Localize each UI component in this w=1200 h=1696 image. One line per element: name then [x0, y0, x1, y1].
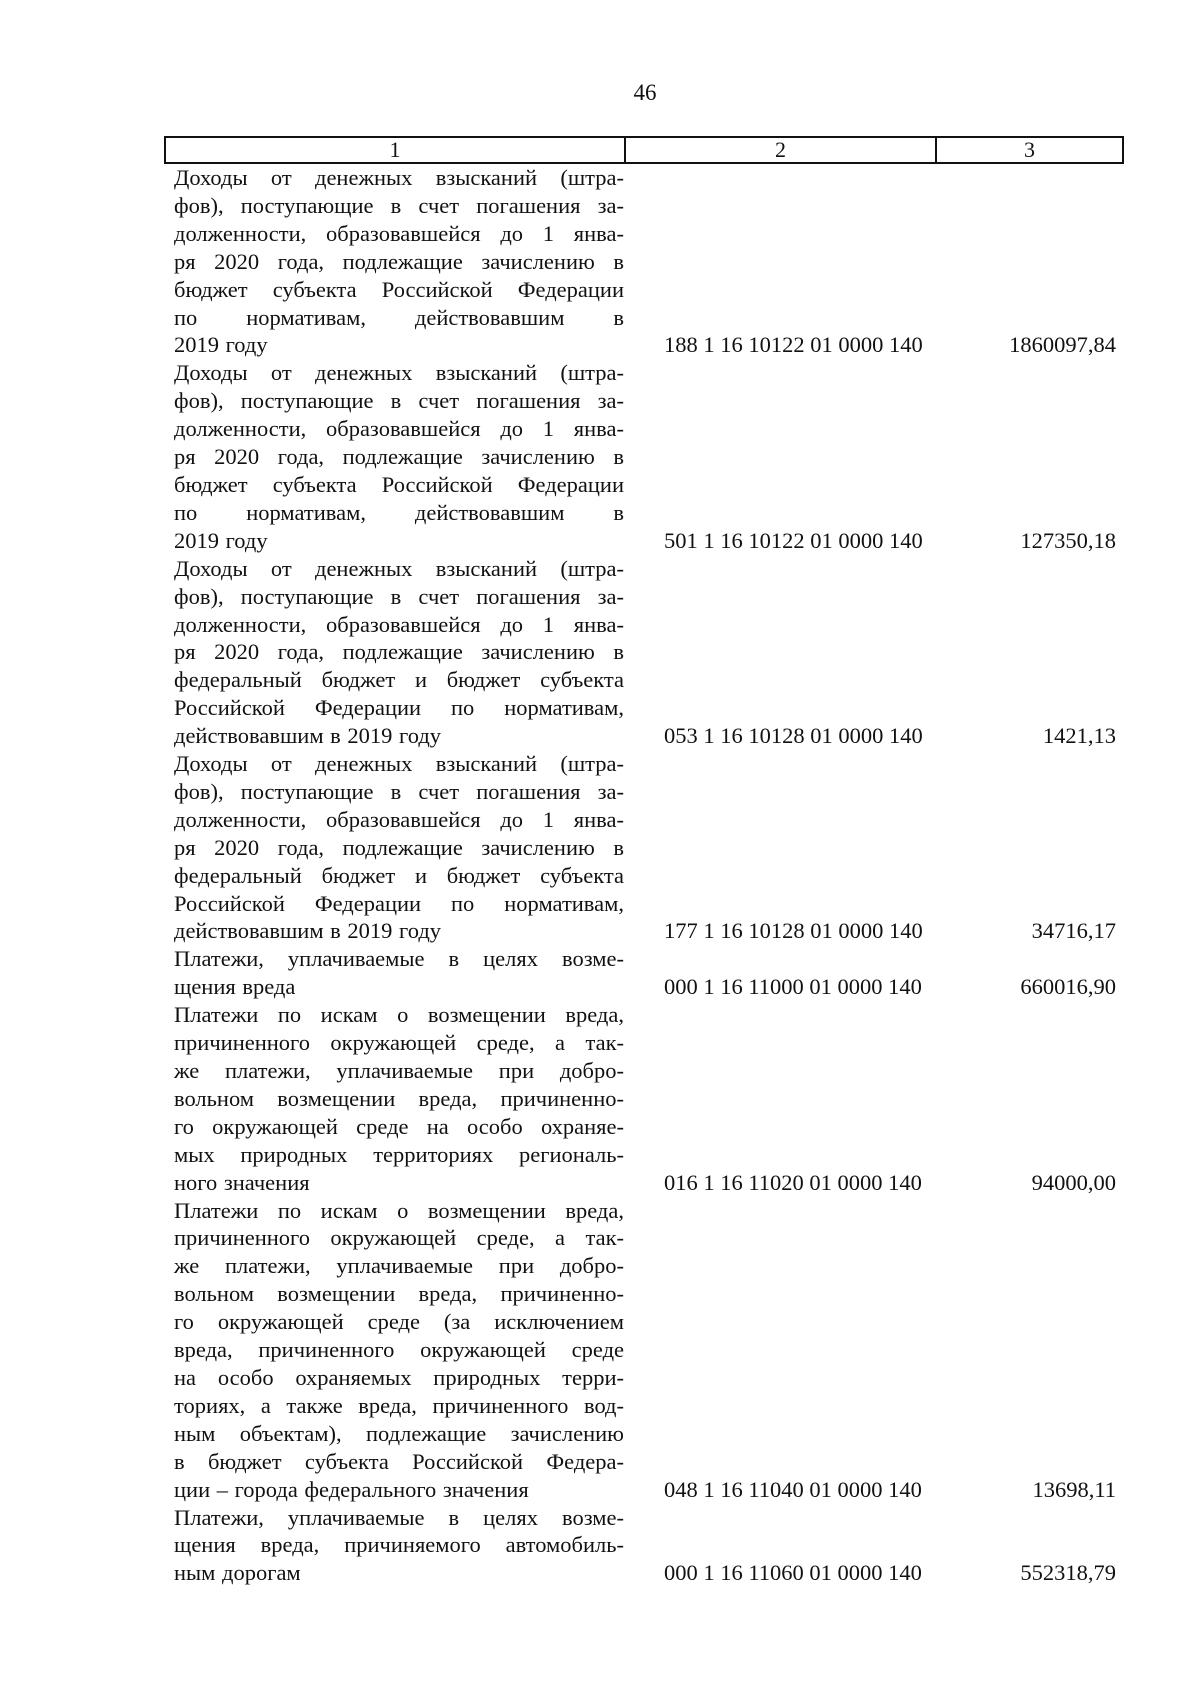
description-line: же платежи, уплачиваемые при добро-: [174, 1058, 624, 1083]
description-line: ториях, а также вреда, причиненного вод-: [174, 1392, 624, 1418]
row-amount: 660016,90: [1020, 974, 1116, 1000]
description-line: по нормативам, действовавшим в: [174, 304, 624, 330]
description-line: Российской Федерации по нормативам,: [174, 890, 624, 916]
row-amount: 552318,79: [1020, 1560, 1116, 1586]
description-line: действовавшим в 2019 году: [174, 723, 442, 749]
row-description: [164, 164, 624, 359]
description-line: бюджет субъекта Российской Федерации: [174, 471, 624, 497]
column-header-3: 3: [1024, 137, 1035, 162]
table-row: [164, 750, 1124, 945]
row-description: [164, 945, 624, 1001]
description-line: 2019 году: [174, 332, 268, 358]
description-line: действовавшим в 2019 году: [174, 918, 442, 944]
description-line: фов), поступающие в счет погашения за-: [174, 778, 624, 804]
description-line: долженности, образовавшейся до 1 янва-: [174, 806, 624, 832]
table-row: [164, 555, 1124, 750]
description-line: Российской Федерации по нормативам,: [174, 695, 624, 721]
description-line: Доходы от денежных взысканий (штра-: [174, 165, 624, 190]
description-line: Доходы от денежных взысканий (штра-: [174, 360, 624, 386]
row-description: [164, 1197, 624, 1504]
description-line: мых природных территориях региональ-: [174, 1141, 624, 1167]
table-row: [164, 945, 1124, 1001]
row-description: [164, 1001, 624, 1196]
description-line: федеральный бюджет и бюджет субъекта: [174, 667, 624, 693]
row-amount: 1421,13: [1042, 723, 1116, 749]
description-line: вольном возмещении вреда, причиненно-: [174, 1085, 624, 1111]
row-amount: 127350,18: [1020, 527, 1116, 553]
row-amount: 13698,11: [1032, 1476, 1116, 1502]
row-description: [164, 555, 624, 750]
description-line: ции – города федерального значения: [174, 1476, 529, 1502]
description-line: ря 2020 года, подлежащие зачислению в: [174, 834, 624, 860]
description-line: щения вреда, причиняемого автомобиль-: [174, 1532, 624, 1558]
row-description: [164, 1504, 624, 1588]
description-line: на особо охраняемых природных терри-: [174, 1364, 624, 1390]
revenue-table: [164, 136, 1124, 1587]
table-body: [164, 164, 1124, 1587]
row-budget-code: 188 1 16 10122 01 0000 140: [664, 332, 923, 358]
row-budget-code: 048 1 16 11040 01 0000 140: [664, 1476, 922, 1502]
description-line: Доходы от денежных взысканий (штра-: [174, 751, 624, 777]
column-header-2: 2: [626, 138, 937, 162]
description-line: ным дорогам: [174, 1560, 301, 1586]
description-line: ным объектам), подлежащие зачислению: [174, 1420, 624, 1446]
table-row: [164, 1001, 1124, 1196]
table-row: [164, 1504, 1124, 1588]
row-description: [164, 750, 624, 945]
row-amount: 34716,17: [1031, 918, 1116, 944]
row-description: [164, 359, 624, 554]
description-line: го окружающей среде (за исключением: [174, 1309, 624, 1335]
table-row: [164, 164, 1124, 359]
row-budget-code: 053 1 16 10128 01 0000 140: [664, 723, 923, 749]
description-line: Платежи, уплачиваемые в целях возме-: [174, 1504, 624, 1530]
description-line: ря 2020 года, подлежащие зачислению в: [174, 639, 624, 665]
table-header-row: [164, 136, 1124, 164]
description-line: фов), поступающие в счет погашения за-: [174, 583, 624, 609]
table-row: [164, 359, 1124, 554]
row-amount: 1860097,84: [1009, 332, 1116, 358]
description-line: ного значения: [174, 1169, 310, 1195]
row-budget-code: 177 1 16 10128 01 0000 140: [664, 918, 923, 944]
row-amount: 94000,00: [1031, 1169, 1116, 1195]
description-line: долженности, образовавшейся до 1 янва-: [174, 220, 624, 246]
description-line: бюджет субъекта Российской Федерации: [174, 276, 624, 302]
row-budget-code: 000 1 16 11000 01 0000 140: [664, 974, 922, 1000]
description-line: ря 2020 года, подлежащие зачислению в: [174, 248, 624, 274]
page-number: 46: [633, 80, 657, 105]
description-line: в бюджет субъекта Российской Федера-: [174, 1448, 624, 1474]
row-budget-code: 016 1 16 11020 01 0000 140: [664, 1169, 922, 1195]
description-line: фов), поступающие в счет погашения за-: [174, 192, 624, 218]
description-line: го окружающей среде на особо охраняе-: [174, 1113, 624, 1139]
description-line: 2019 году: [174, 527, 268, 553]
description-line: фов), поступающие в счет погашения за-: [174, 388, 624, 414]
description-line: Платежи, уплачиваемые в целях возме-: [174, 946, 624, 972]
description-line: долженности, образовавшейся до 1 янва-: [174, 611, 624, 637]
description-line: причиненного окружающей среде, а так-: [174, 1225, 624, 1251]
description-line: Платежи по искам о возмещении вреда,: [174, 1002, 624, 1028]
description-line: причиненного окружающей среде, а так-: [174, 1030, 624, 1056]
row-budget-code: 501 1 16 10122 01 0000 140: [664, 527, 923, 553]
description-line: щения вреда: [174, 974, 296, 1000]
description-line: же платежи, уплачиваемые при добро-: [174, 1253, 624, 1279]
description-line: вреда, причиненного окружающей среде: [174, 1337, 624, 1363]
description-line: Платежи по искам о возмещении вреда,: [174, 1197, 624, 1223]
description-line: вольном возмещении вреда, причиненно-: [174, 1281, 624, 1307]
description-line: долженности, образовавшейся до 1 янва-: [174, 416, 624, 442]
table-row: [164, 1197, 1124, 1504]
column-header-1: 1: [166, 138, 626, 162]
description-line: Доходы от денежных взысканий (штра-: [174, 555, 624, 581]
row-budget-code: 000 1 16 11060 01 0000 140: [664, 1560, 922, 1586]
description-line: по нормативам, действовавшим в: [174, 499, 624, 525]
description-line: ря 2020 года, подлежащие зачислению в: [174, 444, 624, 470]
description-line: федеральный бюджет и бюджет субъекта: [174, 862, 624, 888]
